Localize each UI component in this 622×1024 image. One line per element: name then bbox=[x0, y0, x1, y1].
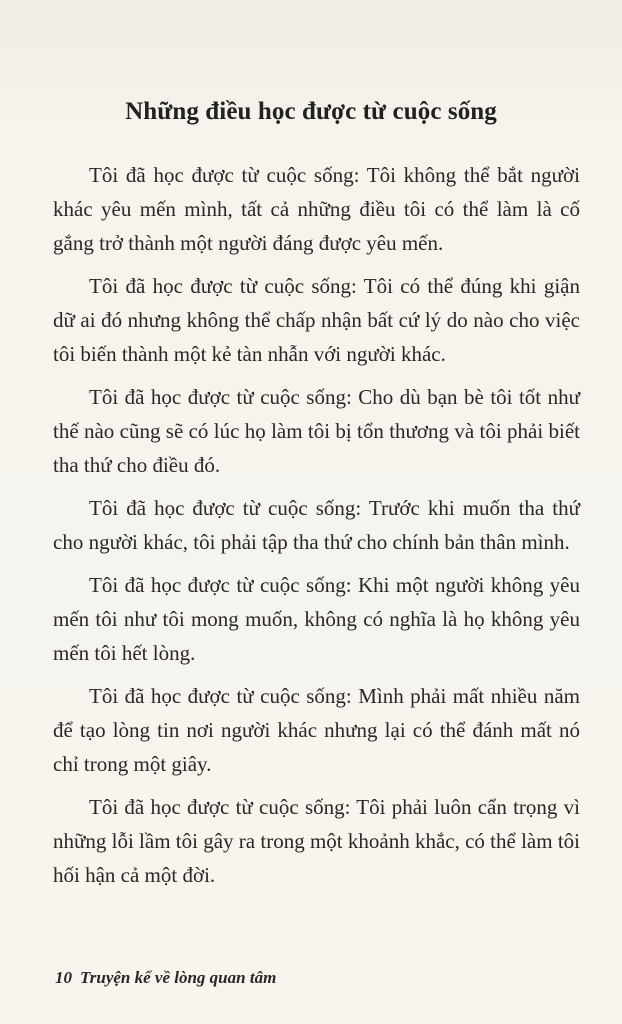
page-title: Những điều học được từ cuộc sống bbox=[125, 98, 497, 125]
paragraph: Tôi đã học được từ cuộc sống: Tôi phải luôn cẩn trọng vì những lỗi lầm tôi gây ra trong một khoảnh khắc, có thể làm tôi hối hận cả một đời. bbox=[53, 795, 580, 887]
paragraph: Tôi đã học được từ cuộc sống: Khi một người không yêu mến tôi như tôi mong muốn, không có nghĩa là họ không yêu mến tôi hết lòng. bbox=[53, 573, 580, 665]
paragraph: Tôi đã học được từ cuộc sống: Trước khi muốn tha thứ cho người khác, tôi phải tập tha thứ cho chính bản thân mình. bbox=[53, 496, 580, 554]
book-title: Truyện kể về lòng quan tâm bbox=[80, 968, 277, 987]
paragraph: Tôi đã học được từ cuộc sống: Mình phải mất nhiều năm để tạo lòng tin nơi người khác nhưng lại có thể đánh mất nó chỉ trong một giây. bbox=[53, 684, 580, 776]
paragraph: Tôi đã học được từ cuộc sống: Tôi không thể bắt người khác yêu mến mình, tất cả những điều tôi có thể làm là cố gắng trở thành một người đáng được yêu mến. bbox=[53, 163, 580, 255]
page-number: 10 bbox=[55, 968, 72, 987]
page-footer bbox=[55, 968, 276, 988]
body-text bbox=[53, 158, 580, 901]
paragraph: Tôi đã học được từ cuộc sống: Cho dù bạn bè tôi tốt như thế nào cũng sẽ có lúc họ làm tôi bị tổn thương và tôi phải biết tha thứ cho điều đó. bbox=[53, 385, 580, 477]
paragraph: Tôi đã học được từ cuộc sống: Tôi có thể đúng khi giận dữ ai đó nhưng không thể chấp nhận bất cứ lý do nào cho việc tôi biến thành một kẻ tàn nhẫn với người khác. bbox=[53, 274, 580, 366]
